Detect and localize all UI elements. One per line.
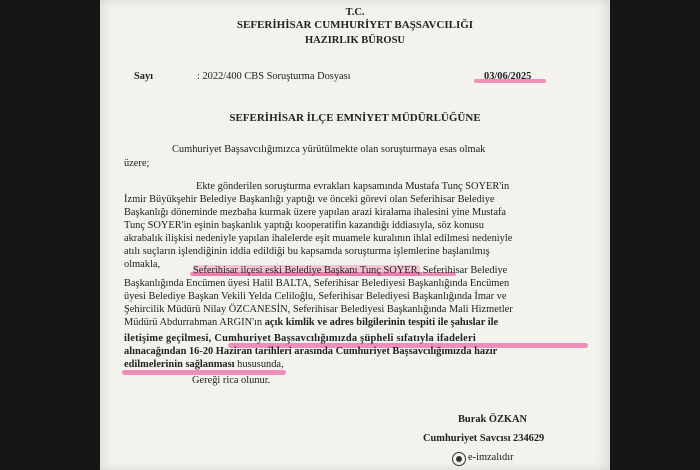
body-line: üyesi Belediye Başkan Vekili Yelda Celiloğlu, Seferihisar Belediyesi Başkanlığında İmar ve [124,291,507,302]
body-line: Başkanlığı döneminde mezbaha kurmak üzere yapılan arazi kiralama ihalesini yine Mustafa [124,207,506,218]
highlighted-text: Seferihisar ilçesi eski Belediye Başkanı Tunç SOYER, [193,265,421,276]
body-line [124,316,498,329]
header-tc: T.C. [345,7,365,18]
body-line: Başkanlığında Encümen üyesi Halil BALTA, Seferihisar Belediyesi Başkanlığında Encümen [124,278,510,289]
document-page [100,0,610,470]
body-text: hususunda, [234,359,284,370]
body-line-bold: iletişime geçilmesi, Cumhuriyet Başsavcılığımızda şüpheli sıfatıyla ifadeleri [124,333,477,344]
body-line [193,264,507,277]
body-text: Seferihisar Belediye [420,265,508,276]
header-bureau: HAZIRLIK BÜROSU [304,35,406,46]
recipient-title: SEFERİHİSAR İLÇE EMNİYET MÜDÜRLÜĞÜNE [229,112,481,124]
body-line: Tunç SOYER'in eşinin başkanlık yaptığı kooperatifin kazandığı iddiasıyla, söz konusu [124,220,484,231]
body-line: Şehircilik Müdürü Nilay ÖZCANESİN, Seferihisar Belediyesi Başkanlığında Mali Hizmetler [124,304,513,315]
e-signature-seal-icon [452,452,466,466]
signer-title: Cumhuriyet Savcısı 234629 [423,433,545,444]
body-line: olmakla, [124,259,161,270]
body-line [124,358,284,371]
sayi-value: : 2022/400 CBS Soruşturma Dosyası [197,71,351,82]
body-line: İzmir Büyükşehir Belediye Başkanlığı yaptığı ve önceki görevi olan Seferihisar Belediye [124,194,495,205]
e-signature-label: e-imzalıdır [468,452,514,463]
body-line: üzere; [124,158,150,169]
body-line: Cumhuriyet Başsavcılığımızca yürütülmekte olan soruşturmaya esas olmak [172,144,486,155]
document-date: 03/06/2025 [484,71,532,82]
body-line: akrabalık ilişkisi nedeniyle yapılan ihalelerde eşit muamele kuralının ihlal edilmesi nedeniyle [124,233,513,244]
body-line-bold: alınacağından 16-20 Haziran tarihleri arasında Cumhuriyet Başsavcılığımızda hazır [124,346,498,357]
bold-text: edilmelerinin sağlanması [124,359,235,370]
body-line: atılı suçların işlendiğinin iddia edildiği bu kapsamda soruşturma işlemlerine başlanılmış [124,246,490,257]
closing-line: Gereği rica olunur. [192,375,271,386]
signer-name: Burak ÖZKAN [458,414,527,425]
header-office: SEFERİHİSAR CUMHURİYET BAŞSAVCILIĞI [236,19,474,31]
bold-text: açık kimlik ve adres bilgilerinin tespiti ile şahıslar ile [264,317,499,328]
body-text: Müdürü Abdurrahman ARGIN'ın [124,317,265,328]
body-line: Ekte gönderilen soruşturma evrakları kapsamında Mustafa Tunç SOYER'in [196,181,510,192]
sayi-label: Sayı [134,71,154,82]
